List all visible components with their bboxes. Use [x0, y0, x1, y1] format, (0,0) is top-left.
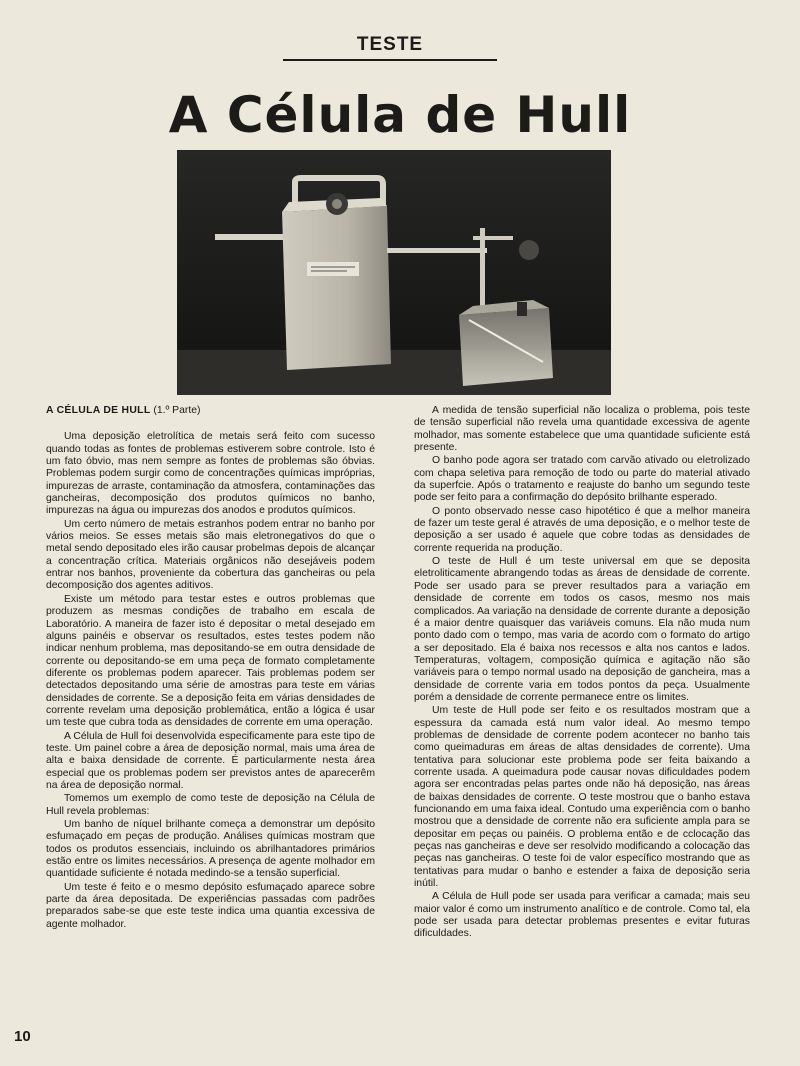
left-rod	[215, 234, 285, 240]
paragraph: O teste de Hull é um teste universal em que se deposita eletroliticamente abrangendo todas as áreas de densidade de corrente. Pode ser usado para se prever resultados para a variação em densidade de corrente em todos os casos, mesmo nos mais complicados. Aa variação na densidade de corrente durante a deposição é a maior dentre quaisquer das variáveis comuns. Ela não muda num ponto dado com o tempo, mas varia de acordo com o formato do artigo a ser depositado. Ela é baixa nos recessos e alta nos cantos e lados. Temperaturas, voltagem, composição química e agitação não são variáveis para o tempo normal usado na deposição de gancheira, mas a densidade de corrente varia em todos pontos da peça. Usualmente porém a densidade de corrente permanece entre os limites.	[414, 556, 750, 703]
page-number: 10	[14, 1028, 31, 1045]
paragraph: Tomemos um exemplo de como teste de deposição na Célula de Hull revela problemas:	[46, 793, 375, 817]
box-label	[307, 262, 359, 276]
paragraph: O banho pode agora ser tratado com carvão ativado ou eletrolizado com chapa seletiva para remoção de todo ou parte do material ativado da superfcie. Após o tratamento e reajuste do banho um segundo teste pode ser feito para a confirmação do depósito brilhante esperado.	[414, 455, 750, 504]
right-column	[414, 405, 750, 942]
article-heading-title: A CÉLULA DE HULL	[46, 405, 151, 416]
page-title: A Célula de Hull	[168, 86, 632, 144]
paragraph: Existe um método para testar estes e outros problemas que produzem as mesmas condições de trabalho em escala de Laboratório. A maneira de fazer isto é depositar o metal desejado em alguns painéis e observar os resultados, estes testes podem não indicar nenhum problema, mas depositando-se em outra densidade de corrente ou depositando-se em uma peça de formato completamente diferente os problemas podem aparecer. Tais problemas podem ser detectados depositando uma série de amostras para teste em várias densidades de corrente. Se a deposição feita em várias densidades de corrente revelam uma deposição problemática, então a lógica é usar um teste que cubra toda as densidades de corrente em uma operação.	[46, 593, 375, 729]
section-label: TESTE	[356, 34, 424, 55]
clamp	[519, 240, 539, 260]
paragraph: Uma deposição eletrolítica de metais será feito com sucesso quando todas as fontes de problemas estiverem sobre controle. Isto é um fato óbvio, mas nem sempre as fontes de problemas são óbvias. Problemas podem surgir como de concentrações químicas impróprias, impurezas de arraste, contaminação da atmosfera, contaminações das gancheiras, decomposição dos produtos químicos no banho, impurezas na água ou impurezas dos anodos e produtos químicos.	[46, 431, 375, 517]
hull-cell-tank	[459, 308, 553, 386]
hull-cell-illustration	[177, 150, 611, 395]
paragraph: Um banho de níquel brilhante começa a demonstrar um depósito esfumaçado em peças de produção. Análises químicas mostram que todos os produtos essenciais, incluindo os abrilhantadores primários estão entre os limites necessários. A presença de agente molhador em quantidade suficiente é notada medindo-se a tensão superficial.	[46, 819, 375, 880]
hull-cell-photo	[177, 150, 611, 395]
paragraph: O ponto observado nesse caso hipotético é que a melhor maneira de fazer um teste geral é através de uma deposição, e o melhor teste de deposição a ser usado é aquele que cobre todas as densidades de corrente requerida na produção.	[414, 505, 750, 554]
article-heading	[46, 405, 375, 417]
paragraph: A medida de tensão superficial não localiza o problema, pois teste de tensão superficial não revela uma quantidade excessiva de agente molhador, mas somente estabelece que uma quantidade suficiente está presente.	[414, 405, 750, 454]
paragraph: Um certo número de metais estranhos podem entrar no banho por vários meios. Se esses metais são mais eletronegativos do que o metal sendo depositado eles irão causar probelmas depois de alcançar a concentração crítica. Materiais orgânicos não desejáveis podem entrar nos banhos, proveniente da cobertura das gancheiras ou pela decomposição dos agentes aditivos.	[46, 518, 375, 592]
left-column	[46, 405, 375, 932]
paragraph: A Célula de Hull foi desenvolvida especificamente para este tipo de teste. Um painel cobre a área de deposição normal, mais uma área de alta e baixa densidade de corrente. É particularmente nesta área especial que os problemas podem ser previstos antes de aparecerêm na área de deposição normal.	[46, 730, 375, 791]
paragraph: A Célula de Hull pode ser usada para verificar a camada; mais seu maior valor é como um instrumento analítico e de controle. Como tal, ela pode ser usada para detectar problemas presentes e evitar futuras dificuldades.	[414, 891, 750, 940]
paragraph: Um teste de Hull pode ser feito e os resultados mostram que a espessura da camada está num valor ideal. Ao mesmo tempo problemas de densidade de corrente podem acontecer no banho tais como queimaduras em áreas de altas densidades de corrente). Uma tentativa para solucionar este problema pode ser feita baixando a corrente usada. A queimadura pode causar novas dificuldades podem agora ser encontradas pelas partes onde não há deposição, nas áreas de baixas densidades de corrente. O teste mostrou que o banho estava funcionando em uma faixa ideal. Contudo uma experiência com o banho mostrou que a densidade de corrente não era suficiente ampla para se depositar em peças ou painéis. O problema então e de cclocação das peças nas gancheiras e deve ser resolvido modificando a colocação das peças nas gancheiras. O teste foi de valor específico mostrando que as tentativas para mudar o banho e estender a faixa de deposição seria inútil.	[414, 705, 750, 890]
section-rule	[283, 59, 497, 61]
paragraph: Um teste é feito e o mesmo depósito esfumaçado aparece sobre parte da área depositada. De experiências passadas com padrões preparados sabe-se que este teste indica uma quantia excessiva de agente molhador.	[46, 881, 375, 930]
article-heading-part: (1.º Parte)	[153, 405, 201, 416]
power-box	[282, 206, 391, 370]
right-rod	[387, 248, 487, 253]
